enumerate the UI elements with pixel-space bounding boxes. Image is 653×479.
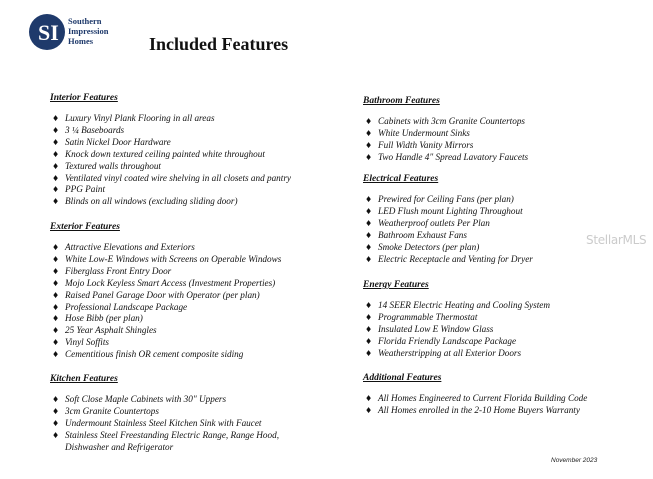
diamond-bullet-icon: ♦: [52, 173, 60, 183]
diamond-bullet-icon: ♦: [365, 301, 373, 310]
diamond-bullet-icon: ♦: [52, 314, 60, 324]
feature-text: Soft Close Maple Cabinets with 30" Uppers: [65, 394, 227, 404]
feature-text: 25 Year Asphalt Shingles: [65, 325, 157, 336]
feature-item: [363, 242, 533, 254]
feature-item: [50, 242, 281, 254]
diamond-bullet-icon: ♦: [52, 430, 60, 440]
feature-item: [363, 116, 528, 128]
feature-item: [363, 194, 533, 206]
feature-item: [363, 336, 550, 348]
diamond-bullet-icon: ♦: [365, 206, 373, 216]
feature-item: [363, 300, 550, 312]
diamond-bullet-icon: ♦: [365, 312, 373, 322]
diamond-bullet-icon: ♦: [52, 290, 60, 300]
feature-text: LED Flush mount Lighting Throughout: [378, 205, 523, 216]
diamond-bullet-icon: ♦: [365, 336, 373, 346]
diamond-bullet-icon: ♦: [52, 406, 60, 416]
diamond-bullet-icon: ♦: [52, 278, 60, 288]
feature-text: Florida Friendly Landscape Package: [378, 335, 517, 346]
section-heading: Bathroom Features: [363, 96, 440, 106]
diamond-bullet-icon: ♦: [52, 338, 60, 348]
feature-text: Undermount Stainless Steel Kitchen Sink with Faucet: [65, 417, 262, 428]
diamond-bullet-icon: ♦: [52, 418, 60, 428]
feature-item: [50, 278, 281, 290]
feature-text: Raised Panel Garage Door with Operator (per plan): [65, 289, 260, 300]
section-heading: Exterior Features: [50, 222, 120, 232]
diamond-bullet-icon: ♦: [52, 137, 60, 147]
feature-item: [363, 393, 587, 405]
feature-text: PPG Paint: [65, 184, 106, 195]
feature-item: [363, 152, 528, 164]
feature-text: Full Width Vanity Mirrors: [378, 139, 474, 150]
diamond-bullet-icon: ♦: [52, 161, 60, 171]
diamond-bullet-icon: ♦: [365, 195, 373, 204]
feature-item: [363, 254, 533, 266]
feature-item: [50, 302, 281, 314]
feature-text: 14 SEER Electric Heating and Cooling System: [378, 300, 550, 310]
feature-text: Professional Landscape Package: [65, 301, 188, 312]
feature-item: [363, 128, 528, 140]
diamond-bullet-icon: ♦: [52, 266, 60, 276]
feature-item: [363, 348, 550, 360]
feature-item: [50, 137, 310, 149]
feature-text: Luxury Vinyl Plank Flooring in all areas: [65, 113, 215, 123]
feature-item: [363, 230, 533, 242]
feature-text: Fiberglass Front Entry Door: [65, 265, 172, 276]
feature-text: Knock down textured ceiling painted white throughout: [65, 148, 265, 159]
diamond-bullet-icon: ♦: [365, 324, 373, 334]
feature-text: Programmable Thermostat: [378, 311, 478, 322]
diamond-bullet-icon: ♦: [365, 152, 373, 162]
feature-item: [50, 254, 281, 266]
feature-item: [50, 125, 310, 137]
feature-item: [363, 405, 587, 417]
section-additional: [363, 373, 587, 417]
feature-text: Bathroom Exhaust Fans: [378, 229, 467, 240]
feature-text: Hose Bibb (per plan): [65, 313, 143, 324]
feature-item: [363, 312, 550, 324]
feature-item: [50, 149, 310, 161]
feature-item: [50, 184, 310, 196]
feature-text: 3cm Granite Countertops: [65, 405, 159, 416]
feature-text: Ventilated vinyl coated wire shelving in all closets and pantry: [65, 172, 291, 183]
page-title: Included Features: [149, 34, 289, 54]
feature-item: [50, 161, 310, 173]
section-heading: Additional Features: [363, 373, 442, 383]
feature-text: Attractive Elevations and Exteriors: [65, 242, 195, 252]
diamond-bullet-icon: ♦: [365, 394, 373, 403]
feature-item: [50, 394, 310, 406]
feature-item: [50, 406, 310, 418]
feature-text: Stainless Steel Freestanding Electric Range, Range Hood, Dishwasher and Refrigerator: [65, 429, 279, 452]
feature-text: Insulated Low E Window Glass: [378, 323, 494, 334]
feature-item: [50, 313, 281, 325]
document-date: November 2023: [551, 457, 598, 464]
diamond-bullet-icon: ♦: [52, 350, 60, 360]
diamond-bullet-icon: ♦: [365, 140, 373, 150]
feature-text: 3 ¼ Baseboards: [65, 124, 125, 135]
feature-text: Cementitious finish OR cement composite siding: [65, 349, 244, 360]
feature-list: [50, 113, 310, 208]
diamond-bullet-icon: ♦: [52, 254, 60, 264]
diamond-bullet-icon: ♦: [52, 185, 60, 195]
feature-item: [50, 430, 310, 454]
feature-text: All Homes Engineered to Current Florida Building Code: [378, 393, 588, 403]
feature-text: White Low-E Windows with Screens on Operable Windows: [65, 253, 282, 264]
diamond-bullet-icon: ♦: [52, 114, 60, 123]
diamond-bullet-icon: ♦: [52, 197, 60, 207]
feature-item: [50, 173, 310, 185]
mls-watermark: StellarMLS: [586, 233, 647, 247]
feature-item: [363, 206, 533, 218]
diamond-bullet-icon: ♦: [365, 128, 373, 138]
feature-text: Prewired for Ceiling Fans (per plan): [378, 194, 514, 204]
feature-text: Weatherproof outlets Per Plan: [378, 217, 490, 228]
diamond-bullet-icon: ♦: [365, 242, 373, 252]
logo-monogram-icon: [28, 12, 68, 52]
section-energy: [363, 280, 550, 360]
feature-text: Electric Receptacle and Venting for Dryer: [378, 253, 533, 264]
feature-list: [50, 242, 281, 361]
section-exterior: [50, 222, 281, 361]
feature-item: [50, 349, 281, 361]
diamond-bullet-icon: ♦: [52, 395, 60, 404]
feature-list: [363, 393, 587, 417]
feature-item: [50, 337, 281, 349]
feature-text: Smoke Detectors (per plan): [378, 241, 480, 252]
feature-text: Textured walls throughout: [65, 160, 161, 171]
feature-item: [50, 196, 310, 208]
diamond-bullet-icon: ♦: [52, 149, 60, 159]
logo-monogram: SI: [38, 20, 59, 45]
feature-item: [50, 266, 281, 278]
logo-wordmark: Southern Impression Homes: [68, 16, 109, 46]
feature-text: Satin Nickel Door Hardware: [65, 136, 171, 147]
diamond-bullet-icon: ♦: [52, 125, 60, 135]
section-electrical: [363, 174, 533, 265]
feature-text: All Homes enrolled in the 2-10 Home Buyers Warranty: [378, 404, 580, 415]
feature-item: [50, 113, 310, 125]
feature-item: [50, 325, 281, 337]
diamond-bullet-icon: ♦: [52, 302, 60, 312]
feature-list: [363, 116, 528, 164]
feature-text: Vinyl Soffits: [65, 337, 109, 348]
feature-text: Mojo Lock Keyless Smart Access (Investment Properties): [65, 277, 276, 288]
diamond-bullet-icon: ♦: [365, 405, 373, 415]
section-bathroom: [363, 96, 528, 164]
diamond-bullet-icon: ♦: [52, 326, 60, 336]
feature-text: Cabinets with 3cm Granite Countertops: [378, 116, 525, 126]
feature-item: [363, 324, 550, 336]
diamond-bullet-icon: ♦: [365, 254, 373, 264]
feature-item: [50, 418, 310, 430]
feature-text: Weatherstripping at all Exterior Doors: [378, 347, 522, 358]
section-interior: [50, 93, 310, 208]
feature-item: [363, 140, 528, 152]
section-heading: Interior Features: [50, 93, 118, 103]
diamond-bullet-icon: ♦: [52, 243, 60, 252]
feature-text: White Undermount Sinks: [378, 127, 470, 138]
feature-item: [363, 218, 533, 230]
diamond-bullet-icon: ♦: [365, 218, 373, 228]
feature-list: [363, 194, 533, 265]
section-heading: Kitchen Features: [50, 374, 118, 384]
section-heading: Electrical Features: [363, 174, 439, 184]
section-heading: Energy Features: [363, 280, 429, 290]
feature-text: Two Handle 4" Spread Lavatory Faucets: [378, 151, 529, 162]
diamond-bullet-icon: ♦: [365, 348, 373, 358]
feature-text: Blinds on all windows (excluding sliding door): [65, 196, 238, 207]
company-logo: [28, 12, 128, 56]
diamond-bullet-icon: ♦: [365, 230, 373, 240]
feature-item: [50, 290, 281, 302]
diamond-bullet-icon: ♦: [365, 117, 373, 126]
feature-list: [50, 394, 310, 454]
section-kitchen: [50, 374, 310, 454]
feature-list: [363, 300, 550, 360]
